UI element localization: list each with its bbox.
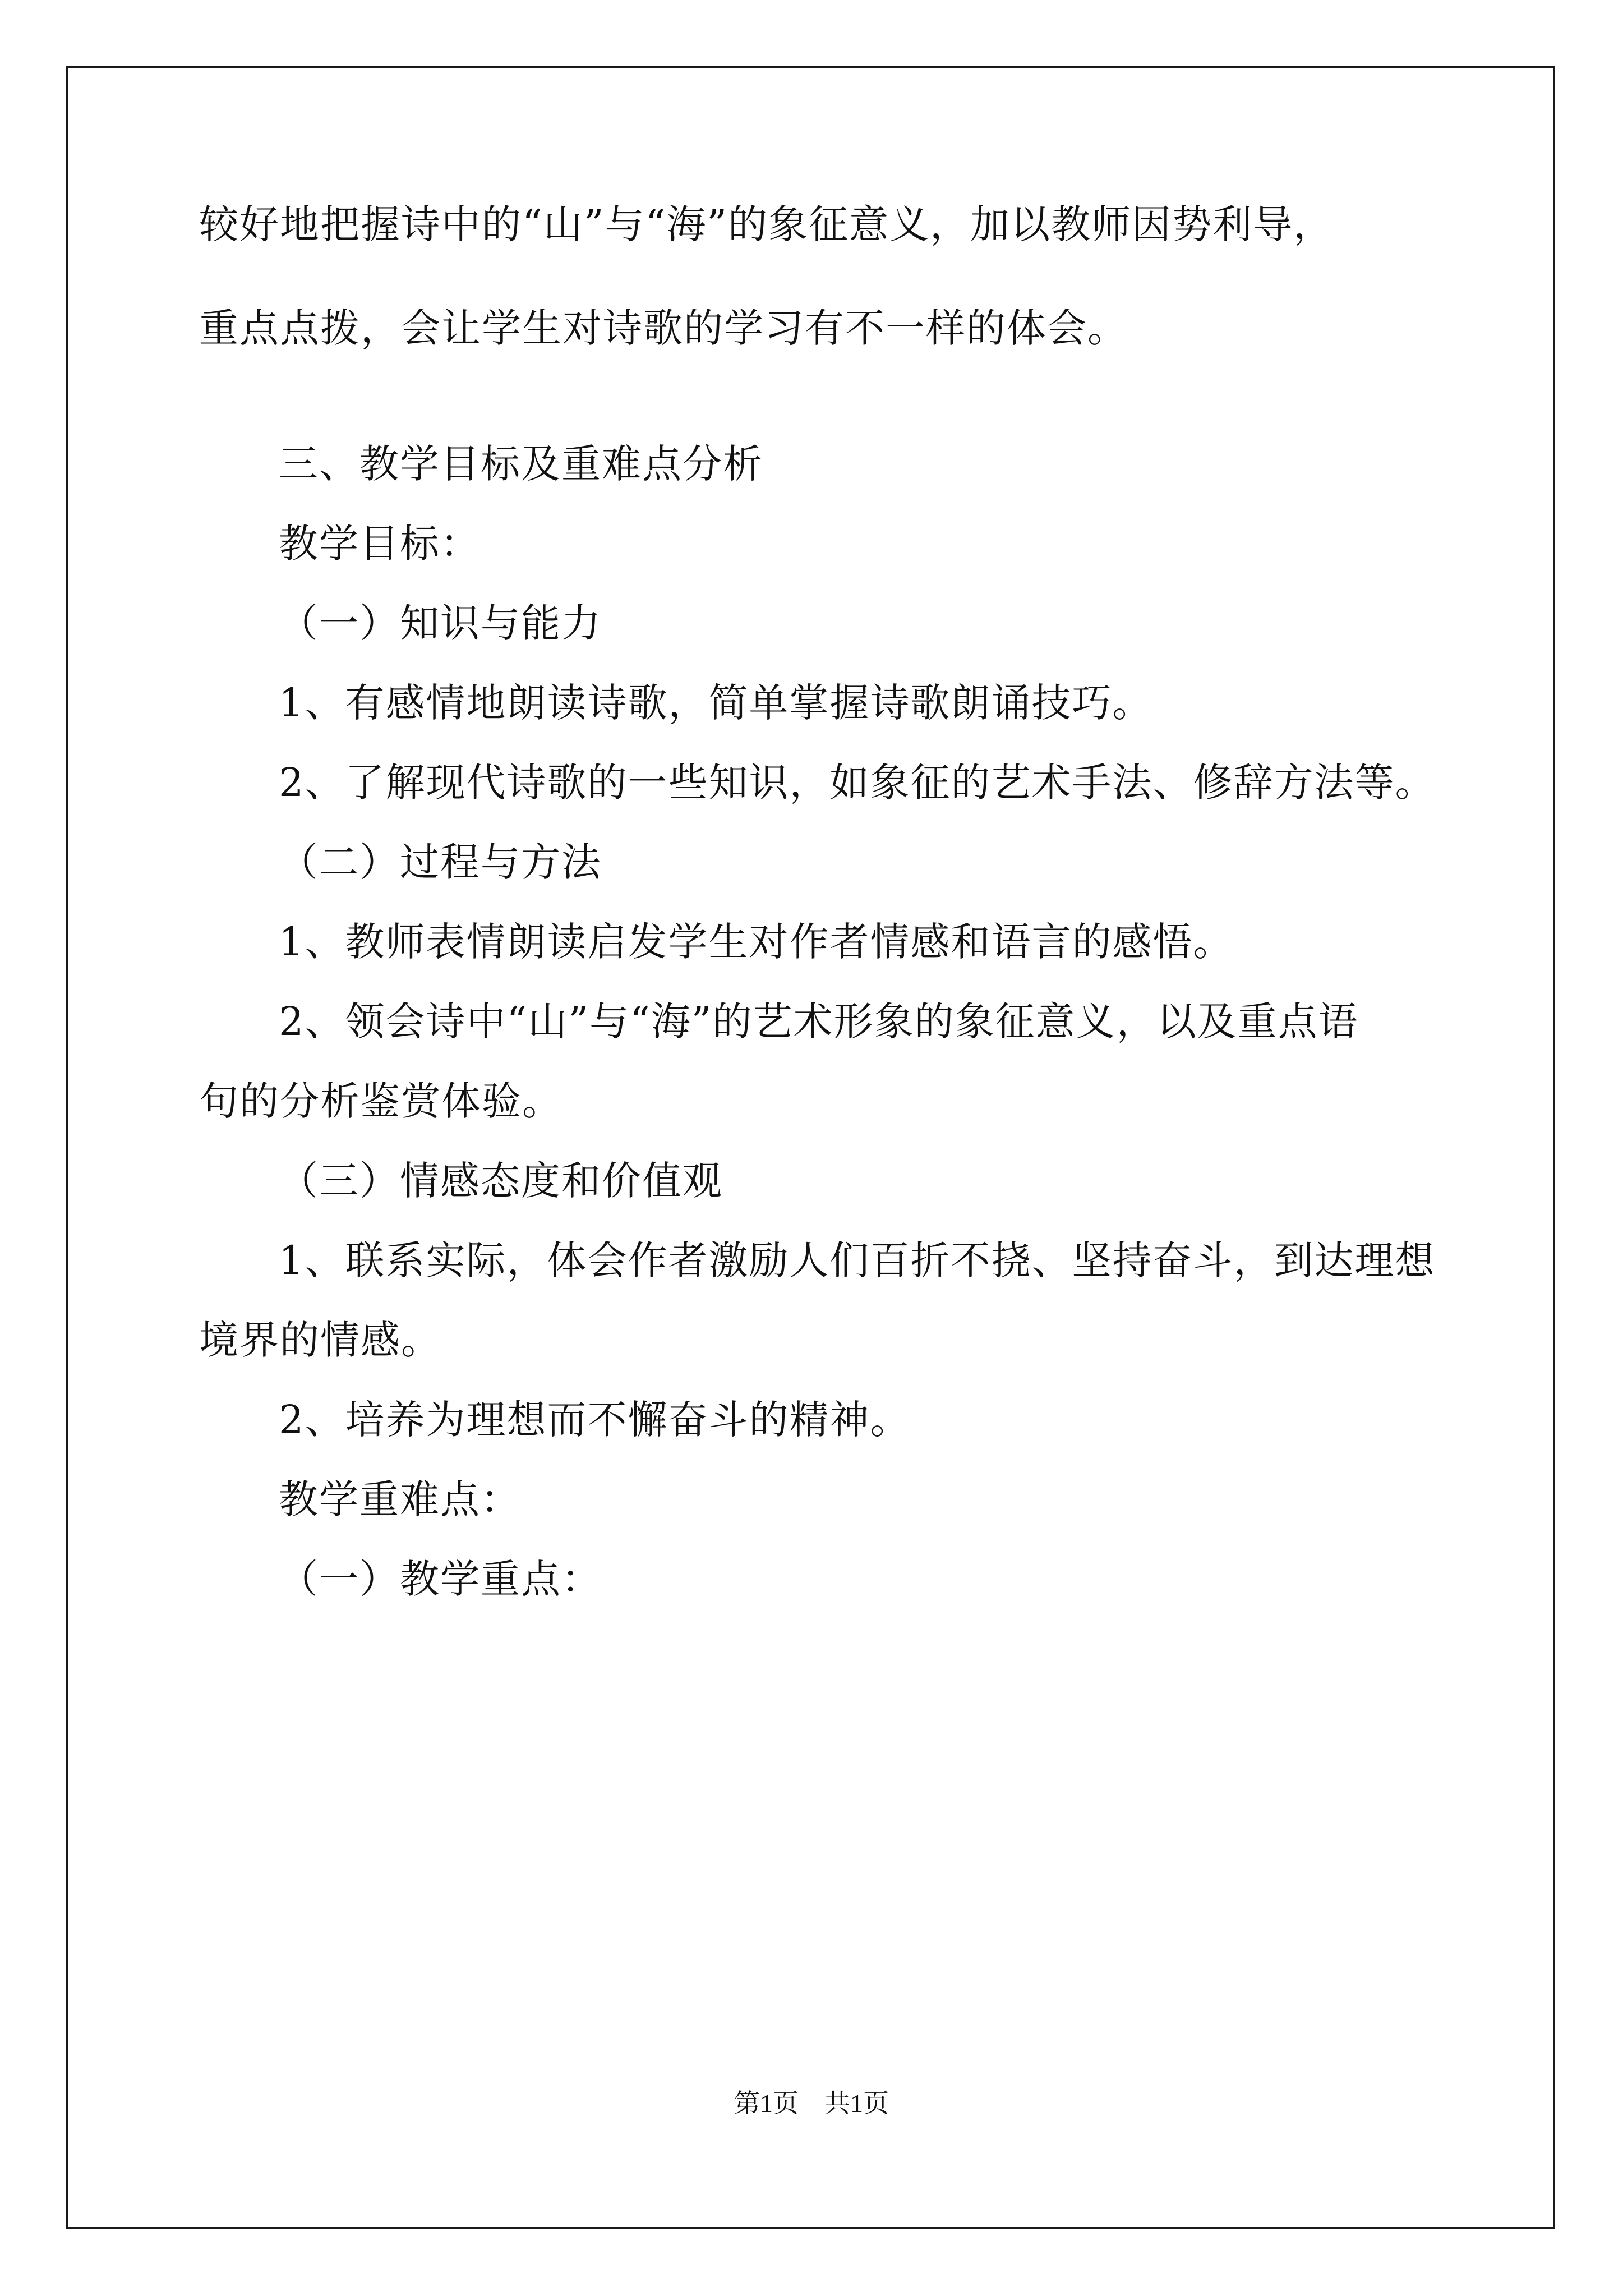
subheading-emotion-values: （三）情感态度和价值观 bbox=[279, 1158, 723, 1204]
subheading-process-method: （二）过程与方法 bbox=[279, 839, 602, 885]
list-item: 1、教师表情朗读启发学生对作者情感和语言的感悟。 bbox=[279, 919, 1234, 965]
paragraph-line: 较好地把握诗中的“山”与“海”的象征意义，加以教师因势利导， bbox=[199, 201, 1334, 247]
list-item: 1、有感情地朗读诗歌，简单掌握诗歌朗诵技巧。 bbox=[279, 680, 1153, 726]
subheading-key-difficulties: 教学重难点： bbox=[279, 1476, 521, 1522]
subheading-knowledge-ability: （一）知识与能力 bbox=[279, 600, 602, 646]
section-heading: 三、教学目标及重难点分析 bbox=[279, 441, 763, 487]
subheading-teaching-focus: （一）教学重点： bbox=[279, 1556, 602, 1602]
list-item: 2、了解现代诗歌的一些知识，如象征的艺术手法、修辞方法等。 bbox=[279, 760, 1436, 806]
list-item: 2、领会诗中“山”与“海”的艺术形象的象征意义，以及重点语 bbox=[279, 999, 1359, 1045]
page-border bbox=[66, 66, 1555, 2229]
paragraph-line: 句的分析鉴赏体验。 bbox=[199, 1078, 562, 1124]
page-footer bbox=[0, 2087, 1623, 2120]
paragraph-line: 境界的情感。 bbox=[199, 1317, 441, 1363]
page-total: 共1页 bbox=[824, 2089, 889, 2118]
list-item: 2、培养为理想而不懈奋斗的精神。 bbox=[279, 1397, 911, 1443]
subheading-teaching-goals: 教学目标： bbox=[279, 521, 481, 567]
page-number: 第1页 bbox=[734, 2089, 799, 2118]
list-item: 1、联系实际，体会作者激励人们百折不挠、坚持奋斗，到达理想 bbox=[279, 1237, 1436, 1283]
paragraph-line: 重点点拨，会让学生对诗歌的学习有不一样的体会。 bbox=[199, 305, 1128, 351]
